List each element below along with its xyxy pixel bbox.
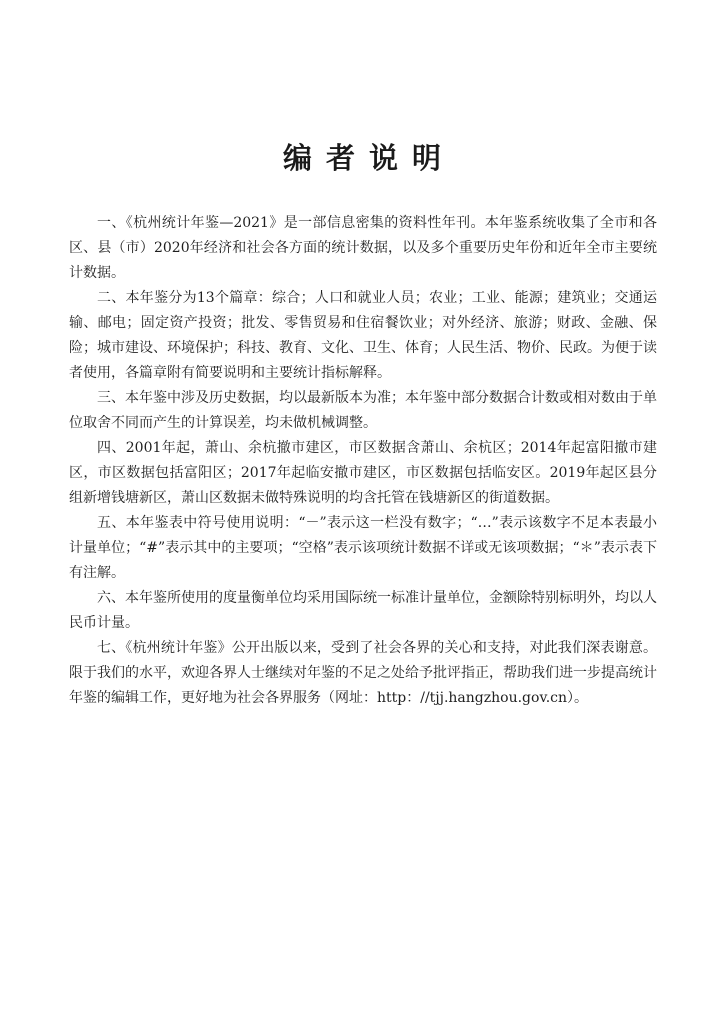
paragraph-4: 四、2001年起，萧山、余杭撤市建区，市区数据含萧山、余杭区；2014年起富阳撤市建区，市区数据包括富阳区；2017年起临安撤市建区，市区数据包括临安区。2019年起区县分组新增钱塘新区，萧山区数据未做特殊说明的均含托管在钱塘新区的街道数据。 xyxy=(69,440,657,506)
page-title: 编者说明 xyxy=(282,141,455,175)
paragraph-3: 三、本年鉴中涉及历史数据，均以最新版本为准；本年鉴中部分数据合计数或相对数由于单位取舍不同而产生的计算误差，均未做机械调整。 xyxy=(69,390,657,431)
paragraph-7: 七、《杭州统计年鉴》公开出版以来，受到了社会各界的关心和支持，对此我们深表谢意。限于我们的水平，欢迎各界人士继续对年鉴的不足之处给予批评指正，帮助我们进一步提高统计年鉴的编辑工作，更好地为社会各界服务（网址：http：//tjj.hangzhou.gov.cn）。 xyxy=(69,640,657,706)
paragraph-2: 二、本年鉴分为13个篇章：综合；人口和就业人员；农业；工业、能源；建筑业；交通运输、邮电；固定资产投资；批发、零售贸易和住宿餐饮业；对外经济、旅游；财政、金融、保险；城市建设、环境保护；科技、教育、文化、卫生、体育；人民生活、物价、民政。为便于读者使用，各篇章附有简要说明和主要统计指标解释。 xyxy=(69,290,657,381)
paragraph-5: 五、本年鉴表中符号使用说明：“－”表示这一栏没有数字；“…”表示该数字不足本表最小计量单位；“#”表示其中的主要项；“空格”表示该项统计数据不详或无该项数据；“＊”表示表下有注解。 xyxy=(69,515,657,581)
paragraph-6: 六、本年鉴所使用的度量衡单位均采用国际统一标准计量单位，金额除特别标明外，均以人民币计量。 xyxy=(69,590,657,631)
document-body xyxy=(69,211,657,711)
paragraph-1: 一、《杭州统计年鉴—2021》是一部信息密集的资料性年刊。本年鉴系统收集了全市和各区、县（市）2020年经济和社会各方面的统计数据，以及多个重要历史年份和近年全市主要统计数据。 xyxy=(69,215,657,281)
